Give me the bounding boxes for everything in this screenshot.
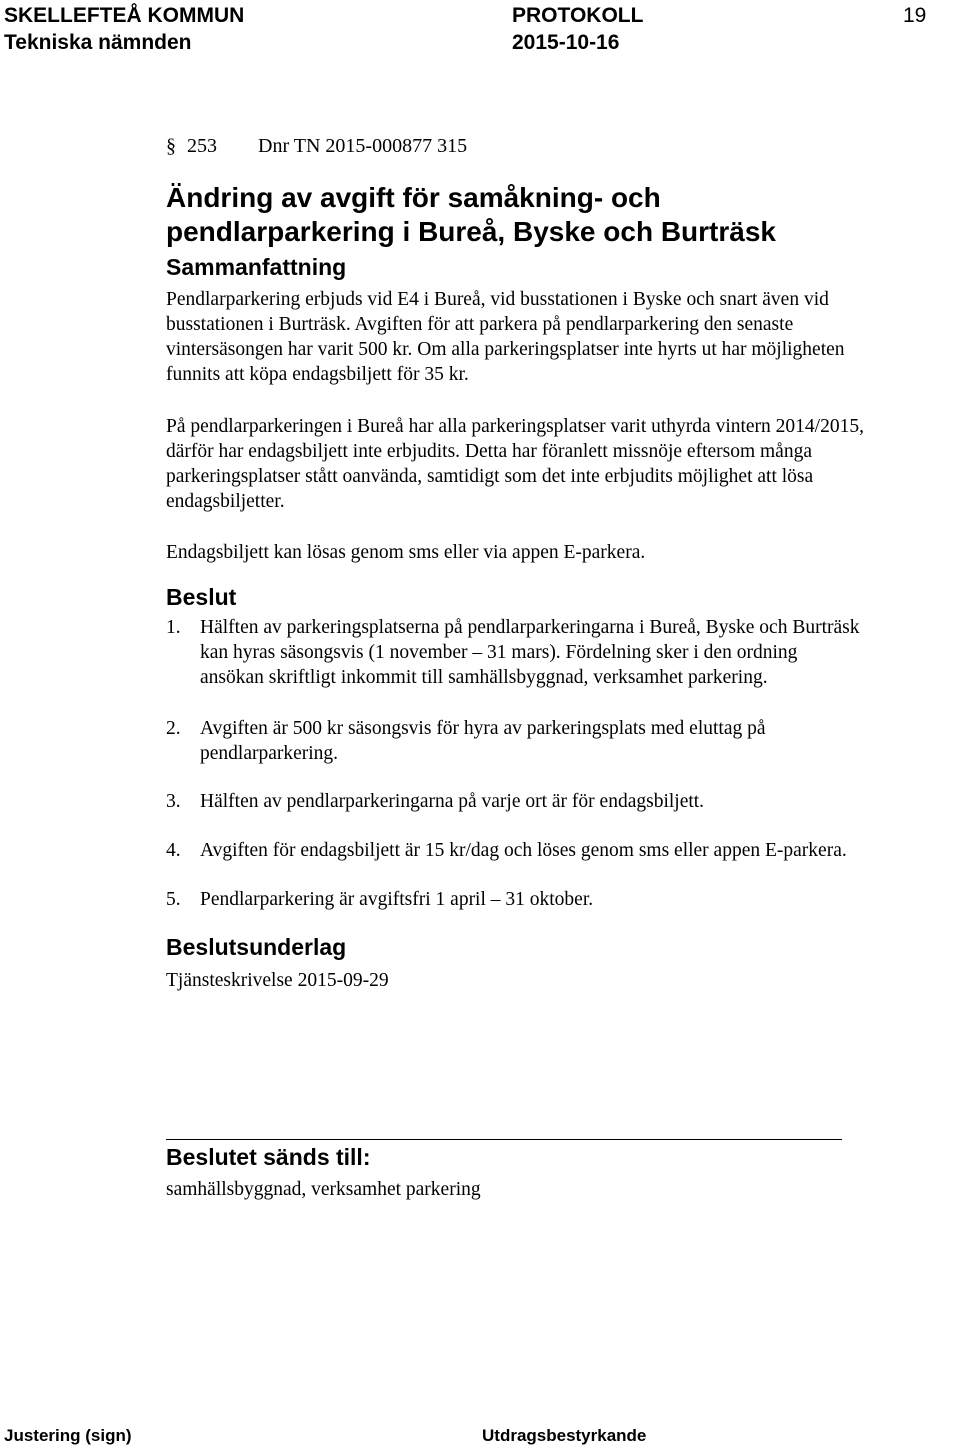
decision-item-number: 3. <box>166 791 181 812</box>
decision-item-text: Avgiften för endagsbiljett är 15 kr/dag och löses genom sms eller appen E-parkera. <box>200 840 847 861</box>
document-body <box>166 131 866 993</box>
basis-text: Tjänsteskrivelse 2015-09-29 <box>166 970 389 991</box>
page-number: 19 <box>903 4 927 27</box>
decision-item <box>166 838 866 863</box>
case-reference <box>166 131 866 161</box>
decision-item-number: 1. <box>166 617 181 638</box>
page-title: Ändring av avgift för samåkning- och pendlarparkering i Bureå, Byske och Burträsk <box>166 182 776 247</box>
decision-item <box>166 789 866 814</box>
decision-item <box>166 887 866 912</box>
dept-name: Tekniska nämnden <box>4 31 192 54</box>
footer-certification-label: Utdragsbestyrkande <box>482 1426 647 1445</box>
decision-item-text: Pendlarparkering är avgiftsfri 1 april – 31 oktober. <box>200 889 594 910</box>
recipients-section <box>166 1143 866 1202</box>
doc-type: PROTOKOLL <box>512 4 644 27</box>
decision-item-number: 5. <box>166 889 181 910</box>
decision-item-number: 4. <box>166 840 181 861</box>
org-name: SKELLEFTEÅ KOMMUN <box>4 4 245 27</box>
decision-item <box>166 615 866 690</box>
basis-heading: Beslutsunderlag <box>166 934 347 960</box>
section-sign: § <box>166 135 176 157</box>
summary-paragraph-3: Endagsbiljett kan lösas genom sms eller via appen E-parkera. <box>166 542 646 563</box>
decision-item-text: Avgiften är 500 kr säsongsvis för hyra av parkeringsplats med eluttag på pendlarparkering. <box>200 718 766 764</box>
decision-list <box>166 615 866 912</box>
summary-paragraph-2: På pendlarparkeringen i Bureå har alla parkeringsplatser varit uthyrda vintern 2014/2015, därför har endagsbiljett inte erbjudits. Detta har föranlett missnöje eftersom många parkeringsplatser stått oanvända, samtidigt som det inte erbjudits möjlighet att lösa endagsbiljetter. <box>166 416 864 512</box>
diary-number: Dnr TN 2015-000877 315 <box>258 135 468 157</box>
recipients-text: samhällsbyggnad, verksamhet parkering <box>166 1179 481 1200</box>
decision-item-text: Hälften av parkeringsplatserna på pendlarparkeringarna i Bureå, Byske och Burträsk kan hyras säsongsvis (1 november – 31 mars). Fördelning sker i den ordning ansökan skriftligt inkommit till samhällsbyggnad, verksamhet parkering. <box>200 617 860 688</box>
doc-date: 2015-10-16 <box>512 31 620 54</box>
recipients-heading: Beslutet sänds till: <box>166 1144 371 1170</box>
section-number: 253 <box>187 135 217 157</box>
decision-heading: Beslut <box>166 584 237 610</box>
summary-heading: Sammanfattning <box>166 254 347 280</box>
decision-item <box>166 716 866 766</box>
decision-item-text: Hälften av pendlarparkeringarna på varje ort är för endagsbiljett. <box>200 791 705 812</box>
divider-line <box>166 1139 842 1140</box>
decision-item-number: 2. <box>166 718 181 739</box>
footer-signature-label: Justering (sign) <box>4 1426 132 1445</box>
summary-paragraph-1: Pendlarparkering erbjuds vid E4 i Bureå, vid busstationen i Byske och snart även vid busstationen i Burträsk. Avgiften för att parkera på pendlarparkering den senaste vintersäsongen har varit 500 kr. Om alla parkeringsplatser inte hyrts ut har möjligheten funnits att köpa endagsbiljett för 35 kr. <box>166 289 845 385</box>
